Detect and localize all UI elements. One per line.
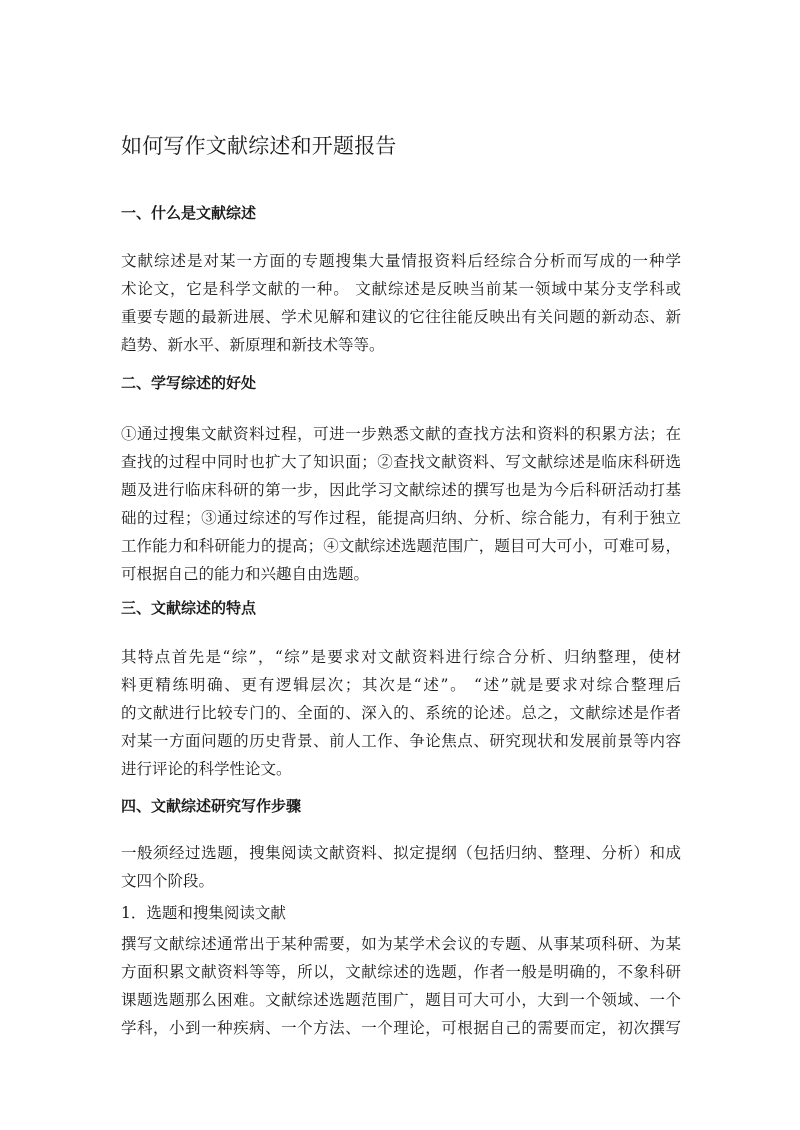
paragraph-line: 撰写文献综述通常出于某种需要，如为某学术会议的专题、从事某项科研、为某 bbox=[121, 935, 681, 953]
subsection-1-paragraph bbox=[121, 930, 681, 1042]
section-3-paragraph bbox=[121, 643, 681, 783]
paragraph-line: 其特点首先是“综”，“综”是要求对文献资料进行综合分析、归纳整理，使材 bbox=[121, 648, 681, 666]
paragraph-line: 的文献进行比较专门的、全面的、深入的、系统的论述。总之，文献综述是作者 bbox=[121, 704, 681, 722]
paragraph-line: 料更精练明确、更有逻辑层次；其次是“述”。 “述”就是要求对综合整理后 bbox=[121, 676, 681, 694]
document-title: 如何写作文献综述和开题报告 bbox=[121, 134, 397, 158]
paragraph-line: 一般须经过选题，搜集阅读文献资料、拟定提纲（包括归纳、整理、分析）和成 bbox=[121, 844, 681, 862]
paragraph-line: 查找的过程中同时也扩大了知识面；②查找文献资料、写文献综述是临床科研选 bbox=[121, 453, 681, 471]
paragraph-line: 工作能力和科研能力的提高；④文献综述选题范围广，题目可大可小，可难可易， bbox=[121, 537, 681, 555]
section-2-heading: 二、学写综述的好处 bbox=[121, 374, 257, 392]
paragraph-line: 趋势、新水平、新原理和新技术等等。 bbox=[121, 336, 385, 354]
paragraph-line: 术论文，它是科学文献的一种。 文献综述是反映当前某一领域中某分支学科或 bbox=[121, 280, 681, 298]
section-3-heading: 三、文献综述的特点 bbox=[121, 599, 257, 617]
section-4-heading: 四、文献综述研究写作步骤 bbox=[121, 797, 302, 815]
paragraph-line: 课题选题那么困难。文献综述选题范围广，题目可大可小，大到一个领域、一个 bbox=[121, 991, 681, 1009]
paragraph-line: 文献综述是对某一方面的专题搜集大量情报资料后经综合分析而写成的一种学 bbox=[121, 252, 681, 270]
paragraph-line: 方面积累文献资料等等，所以，文献综述的选题，作者一般是明确的，不象科研 bbox=[121, 963, 681, 981]
paragraph-line: 础的过程；③通过综述的写作过程，能提高归纳、分析、综合能力，有利于独立 bbox=[121, 509, 681, 527]
paragraph-line: 进行评论的科学性论文。 bbox=[121, 760, 292, 778]
paragraph-line: 重要专题的最新进展、学术见解和建议的它往往能反映出有关问题的新动态、新 bbox=[121, 308, 681, 326]
section-2-paragraph bbox=[121, 420, 681, 588]
subsection-1-heading: 1．选题和搜集阅读文献 bbox=[121, 904, 286, 922]
section-4-paragraph bbox=[121, 839, 681, 895]
paragraph-line: 对某一方面问题的历史背景、前人工作、争论焦点、研究现状和发展前景等内容 bbox=[121, 732, 681, 750]
paragraph-line: ①通过搜集文献资料过程，可进一步熟悉文献的查找方法和资料的积累方法；在 bbox=[121, 425, 681, 443]
paragraph-line: 学科，小到一种疾病、一个方法、一个理论，可根据自己的需要而定，初次撰写 bbox=[121, 1019, 681, 1037]
section-1-heading: 一、什么是文献综述 bbox=[121, 204, 257, 222]
section-1-paragraph bbox=[121, 247, 681, 359]
paragraph-line: 可根据自己的能力和兴趣自由选题。 bbox=[121, 565, 370, 583]
paragraph-line: 文四个阶段。 bbox=[121, 872, 215, 890]
paragraph-line: 题及进行临床科研的第一步，因此学习文献综述的撰写也是为今后科研活动打基 bbox=[121, 481, 681, 499]
